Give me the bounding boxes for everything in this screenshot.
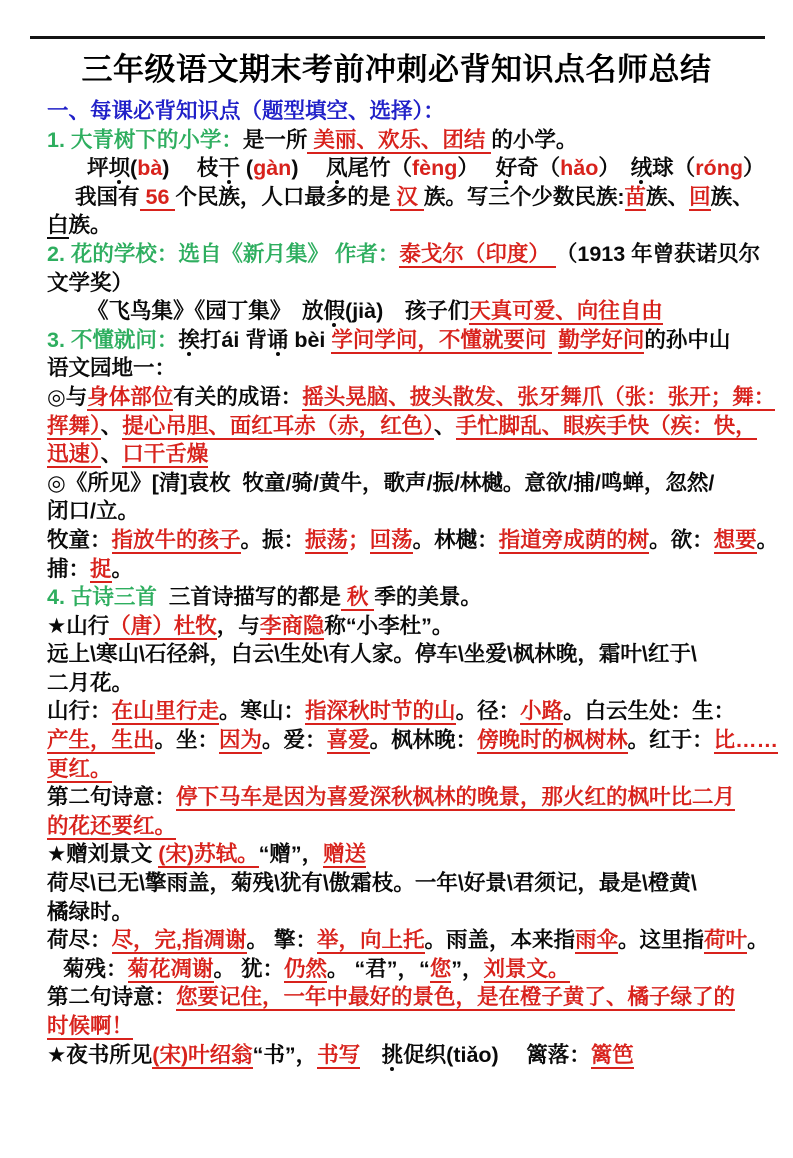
text-segment: 雨伞 xyxy=(575,928,619,953)
text-segment: 第二句诗意： xyxy=(47,785,177,810)
text-segment: 因为 xyxy=(219,728,263,753)
text-segment: 3. 不懂就问： xyxy=(47,327,179,352)
text-segment: 的小学。 xyxy=(491,127,578,152)
text-segment: 坝 xyxy=(108,156,131,181)
text-segment: 菊残： xyxy=(63,956,128,981)
text-segment: 菊花凋谢 xyxy=(127,956,214,981)
text-segment: 。林樾： xyxy=(412,527,499,552)
text-segment xyxy=(360,1043,382,1067)
text-segment: 口干舌燥 xyxy=(122,442,209,467)
text-segment: fèng xyxy=(412,156,458,181)
text-segment: 提心吊胆、面红耳赤（赤，红色） xyxy=(122,413,435,438)
text-segment: 您 xyxy=(429,956,452,981)
text-segment: 族。写三个少数民族: xyxy=(423,184,625,209)
text-line xyxy=(47,612,759,641)
text-segment: 。爱： xyxy=(262,728,327,753)
text-line xyxy=(47,640,759,669)
text-segment: 想要 xyxy=(713,527,757,552)
text-line xyxy=(47,669,759,698)
text-segment: 干 xyxy=(218,156,240,181)
text-segment: 坪 xyxy=(87,156,109,181)
text-segment: 。寒山： xyxy=(219,699,306,724)
text-segment: ） xyxy=(598,156,631,181)
text-segment: 捉 xyxy=(90,556,112,581)
text-segment: 苗 xyxy=(624,184,647,209)
text-line xyxy=(47,240,759,269)
text-line xyxy=(47,869,759,898)
text-segment: 更红。 xyxy=(47,756,112,781)
text-segment: gàn xyxy=(253,156,292,181)
text-segment: 。径： xyxy=(455,699,521,724)
text-segment: 。白云生处：生： xyxy=(563,699,736,724)
text-segment: 语文园地一： xyxy=(47,356,177,381)
text-segment: 身体部位 xyxy=(87,384,174,409)
text-line xyxy=(47,1041,759,1070)
text-segment: ） xyxy=(742,156,765,181)
text-segment: 56 xyxy=(139,184,176,209)
text-segment: ) 枝 xyxy=(162,156,219,181)
text-segment: 天真可爱、向往自由 xyxy=(469,299,663,324)
text-line xyxy=(47,297,759,326)
document-body xyxy=(0,94,793,1069)
text-segment: （1913 年曾获诺贝尔 xyxy=(555,241,761,266)
text-segment: （唐）杜牧 xyxy=(109,613,217,638)
text-segment: 回 xyxy=(689,184,711,209)
text-segment: 美丽、欢乐、团结 xyxy=(307,127,492,152)
text-segment: ) xyxy=(291,156,326,181)
text-segment: hǎo xyxy=(560,156,599,181)
text-line xyxy=(47,1012,759,1041)
text-line xyxy=(47,354,759,383)
document-page xyxy=(0,36,793,1158)
text-segment: 、 xyxy=(100,442,123,467)
text-segment: 挑 xyxy=(381,1042,404,1067)
text-line xyxy=(47,469,759,498)
text-segment: 诵 xyxy=(266,327,289,352)
text-line xyxy=(47,697,759,726)
text-segment: 二月花。 xyxy=(47,670,134,695)
text-segment: ◎《所见》[清]袁枚 牧童/骑/黄牛，歌声/振/林樾。意欲/捕/鸣蝉，忽然/ xyxy=(47,470,715,495)
text-segment: 促织(tiǎo) 篱落： xyxy=(403,1042,591,1067)
text-segment: ★赠刘景文 xyxy=(47,842,159,867)
text-segment: 、 xyxy=(434,413,456,438)
text-segment: 一、每课必背知识点（题型填空、选择）： xyxy=(47,99,445,123)
text-segment: 荷尽： xyxy=(47,928,112,953)
text-line xyxy=(47,326,759,355)
text-line xyxy=(47,955,759,984)
text-segment: 三首诗描写的都是 xyxy=(156,585,341,610)
text-segment: 小路 xyxy=(520,699,564,724)
text-line xyxy=(47,269,759,298)
text-line xyxy=(47,812,759,841)
text-segment: 荷叶 xyxy=(704,928,748,953)
text-segment: 打ái 背 xyxy=(199,327,267,352)
text-segment: ( xyxy=(239,156,254,181)
text-line xyxy=(47,555,759,584)
text-segment: 学问学问，不懂就要问 xyxy=(331,327,553,352)
text-segment: 假 xyxy=(323,299,346,324)
text-segment: 仍然 xyxy=(284,956,328,981)
text-segment: 球（ xyxy=(652,156,696,181)
text-line xyxy=(47,783,759,812)
text-segment: 尽，完,指凋谢 xyxy=(111,928,247,953)
text-line xyxy=(47,926,769,955)
text-segment: 。 xyxy=(756,527,779,552)
text-segment: 季的美景。 xyxy=(374,585,482,610)
text-line xyxy=(47,898,759,927)
header-rule xyxy=(30,36,765,39)
text-segment: (宋)叶绍翁 xyxy=(152,1042,253,1067)
text-segment: ； xyxy=(348,527,370,552)
text-segment: 手忙脚乱、眼疾手快（疾：快， xyxy=(455,413,757,438)
text-segment: 。 xyxy=(111,556,134,581)
text-segment: 指道旁成荫的树 xyxy=(498,527,650,552)
text-segment: 奇（ xyxy=(517,156,561,181)
text-segment: ，与 xyxy=(216,613,260,638)
text-segment: ★夜书所见 xyxy=(47,1042,153,1067)
text-segment: 产生，生出 xyxy=(47,728,155,753)
text-segment: 的花还要红。 xyxy=(47,813,177,838)
text-line xyxy=(47,583,759,612)
text-segment: bà xyxy=(137,156,163,181)
text-segment: 在山里行走 xyxy=(111,699,220,724)
text-line xyxy=(47,126,759,155)
text-segment: ★山行 xyxy=(47,613,110,638)
text-segment: 挨 xyxy=(178,327,200,352)
text-segment: 荷尽\已无\擎雨盖，菊残\犹有\傲霜枝。一年\好景\君须记，最是\橙黄\ xyxy=(47,871,697,896)
text-segment: 您要记住，一年中最好的景色，是在橙子黄了、橘子绿了的 xyxy=(176,985,736,1010)
text-line xyxy=(47,526,779,555)
text-segment: 摇头晃脑、披头散发、张牙舞爪（张：张开；舞： xyxy=(302,384,776,409)
text-segment: 回荡 xyxy=(369,527,413,552)
text-segment: 振荡 xyxy=(305,527,349,552)
text-segment: 举，向上托 xyxy=(316,928,425,953)
text-segment: 指深秋时节的山 xyxy=(305,699,456,724)
text-segment: 橘绿时。 xyxy=(47,899,134,924)
text-line xyxy=(47,840,759,869)
text-segment: 傍晚时的枫树林 xyxy=(477,728,628,753)
text-segment: 。振： xyxy=(240,527,306,552)
text-segment: (jià) 孩子们 xyxy=(345,299,470,324)
text-segment: 赠送 xyxy=(323,842,367,867)
text-line xyxy=(47,983,759,1012)
text-segment: 勤学好问 xyxy=(558,327,645,352)
text-line xyxy=(47,154,765,183)
text-segment: 。 “君”，“ xyxy=(327,956,430,981)
text-segment: 闭口/立。 xyxy=(47,499,139,524)
text-segment: 比…… xyxy=(713,728,779,753)
text-segment: 个民族，人口最多的是 xyxy=(175,184,391,209)
text-line xyxy=(47,97,759,126)
text-line xyxy=(47,497,759,526)
text-segment: 泰戈尔（印度） xyxy=(399,241,556,266)
text-segment: 。欲： xyxy=(649,527,714,552)
text-segment: 牧童： xyxy=(47,527,112,552)
text-segment: 秋 xyxy=(340,585,375,610)
text-segment: 我国有 xyxy=(75,184,140,209)
text-segment: 族。 xyxy=(68,213,112,238)
text-segment: 称“小李杜”。 xyxy=(324,613,454,638)
text-segment: bèi xyxy=(288,327,332,352)
text-segment: 2. 花的学校：选自《新月集》 作者： xyxy=(47,241,400,266)
page-title: 三年级语文期末考前冲刺必背知识点名师总结 xyxy=(81,52,712,87)
text-line xyxy=(47,726,779,755)
text-segment: 绒 xyxy=(630,156,653,181)
text-segment: 有关的成语： xyxy=(173,384,303,409)
text-segment: 汉 xyxy=(390,184,424,209)
text-segment: 迅速） xyxy=(47,442,101,467)
text-segment: 好 xyxy=(495,156,518,181)
text-segment: 。 犹： xyxy=(213,956,285,981)
text-segment: 族、 xyxy=(646,184,690,209)
text-segment: 1. 大青树下的小学： xyxy=(47,127,243,152)
text-segment: ◎与 xyxy=(47,384,88,409)
text-segment: 李商隐 xyxy=(259,613,325,638)
text-segment: 。雨盖，本来指 xyxy=(424,928,576,953)
text-segment: 是一所 xyxy=(242,127,308,152)
text-segment: 。 擎： xyxy=(246,928,317,953)
text-segment: 4. 古诗三首 xyxy=(47,585,157,610)
text-segment: 指放牛的孩子 xyxy=(111,527,241,552)
text-segment: 文学奖） xyxy=(47,270,134,295)
text-line xyxy=(47,183,759,212)
text-segment: 时候啊！ xyxy=(47,1014,134,1038)
text-segment: 篱笆 xyxy=(590,1042,634,1067)
text-segment: 凤 xyxy=(325,156,348,181)
text-segment: 喜爱 xyxy=(326,728,370,753)
text-segment: 停下马车是因为喜爱深秋枫林的晚景，那火红的枫叶比二月 xyxy=(176,785,736,810)
text-segment: 捕： xyxy=(47,556,91,581)
text-segment: “赠”， xyxy=(258,842,324,867)
text-segment: 《飞鸟集》《园丁集》 放 xyxy=(87,299,324,324)
text-segment: 。坐： xyxy=(154,728,220,753)
text-segment: ”， xyxy=(451,956,484,981)
text-segment: 山行： xyxy=(47,699,112,724)
text-segment: 。红于： xyxy=(627,728,714,753)
text-line xyxy=(47,383,776,412)
text-segment: 。 xyxy=(747,928,769,953)
text-segment: ） xyxy=(457,156,496,181)
text-segment: 刘景文。 xyxy=(483,956,570,981)
text-segment: 、 xyxy=(100,413,123,438)
text-line xyxy=(47,211,759,240)
text-segment: róng xyxy=(695,156,743,181)
text-segment: 第二句诗意： xyxy=(47,985,177,1010)
text-segment: 的孙中山 xyxy=(644,327,731,352)
text-segment: 。枫林晚： xyxy=(369,728,478,753)
text-line xyxy=(47,755,759,784)
text-segment: “书”， xyxy=(252,1042,318,1067)
text-segment: 白 xyxy=(47,213,69,238)
text-line xyxy=(47,412,759,441)
text-segment: 尾竹（ xyxy=(347,156,412,181)
text-segment: 族、 xyxy=(710,184,754,209)
text-segment: ( xyxy=(130,156,138,181)
text-segment: 远上\寒山\石径斜，白云\生处\有人家。停车\坐爱\枫林晚，霜叶\红于\ xyxy=(47,642,697,667)
text-line xyxy=(47,440,759,469)
text-segment: (宋)苏轼。 xyxy=(158,842,259,867)
text-segment: 。这里指 xyxy=(618,928,705,953)
text-segment: 挥舞） xyxy=(47,413,101,438)
text-segment: 书写 xyxy=(317,1042,361,1067)
